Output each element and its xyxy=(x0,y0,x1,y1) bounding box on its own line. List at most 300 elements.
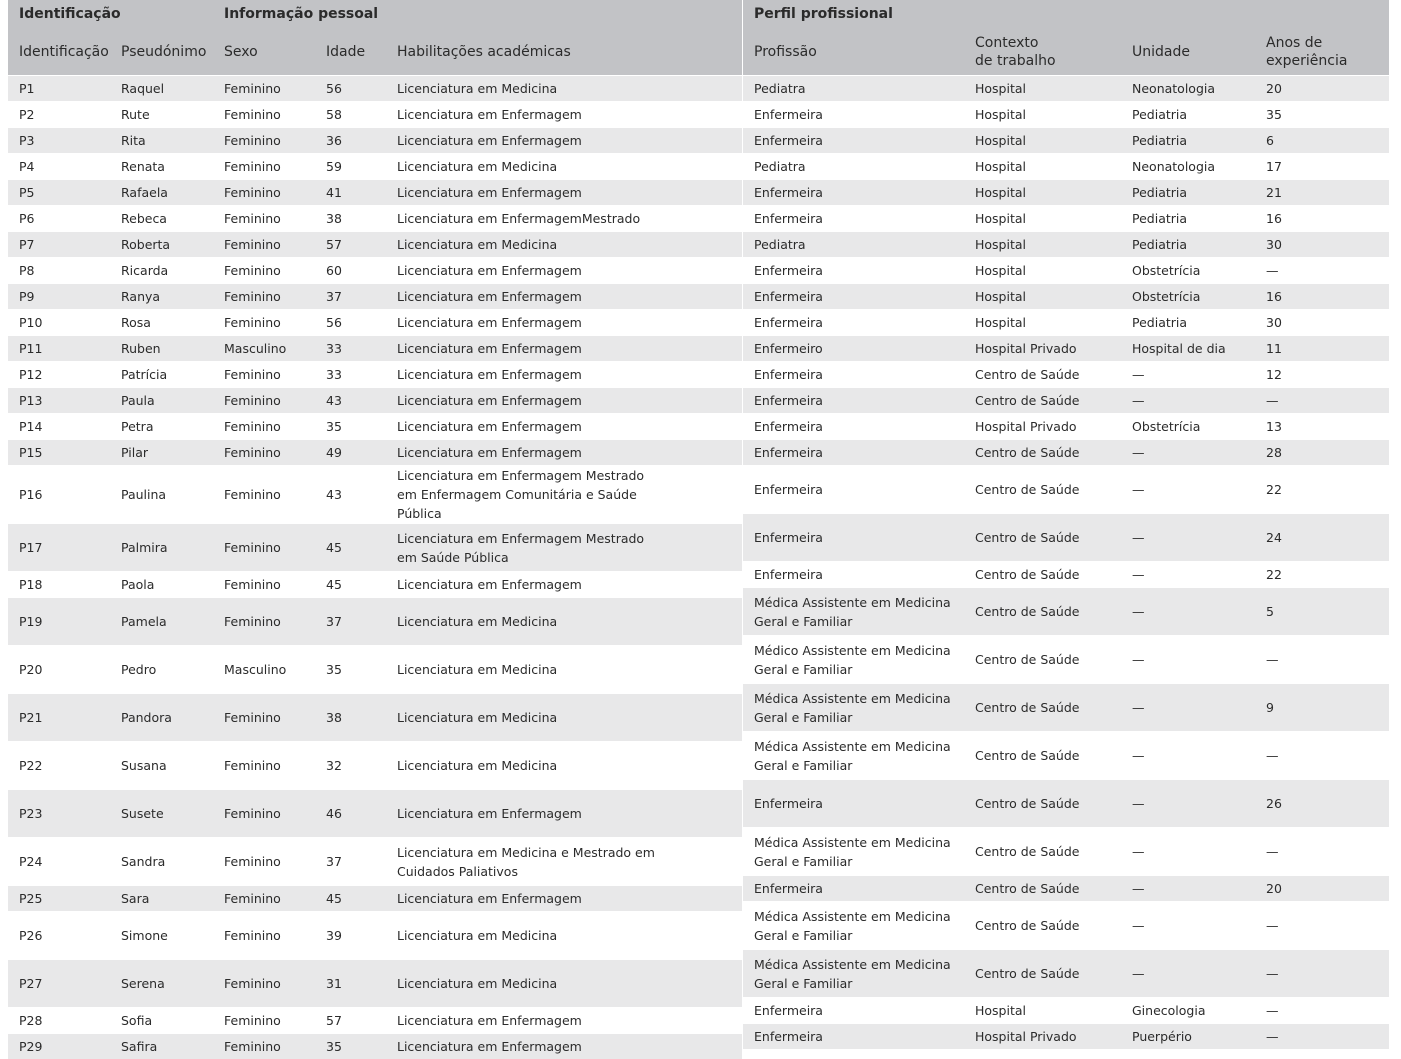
table-row xyxy=(743,562,1389,588)
cell-sexo: Feminino xyxy=(213,232,315,258)
cell-sexo: Feminino xyxy=(213,742,315,790)
cell-sexo: Feminino xyxy=(213,362,315,388)
cell-idade: 45 xyxy=(315,886,386,912)
cell-sexo: Feminino xyxy=(213,694,315,742)
table-row xyxy=(743,950,1389,998)
table-row xyxy=(8,572,742,598)
cell-idade: 38 xyxy=(315,694,386,742)
cell-unidade: Puerpério xyxy=(1121,1024,1255,1050)
table-row xyxy=(743,310,1389,336)
cell-sexo: Feminino xyxy=(213,128,315,154)
cell-pseudonimo: Petra xyxy=(110,414,213,440)
cell-profissao: Enfermeira xyxy=(743,466,964,514)
cell-sexo: Feminino xyxy=(213,440,315,466)
cell-idade: 35 xyxy=(315,414,386,440)
cell-unidade: — xyxy=(1121,876,1255,902)
cell-contexto: Centro de Saúde xyxy=(964,950,1121,998)
cell-id: P15 xyxy=(8,440,110,466)
cell-pseudonimo: Paulina xyxy=(110,466,213,524)
cell-habilitacoes: Licenciatura em Medicina xyxy=(386,154,742,180)
cell-id: P1 xyxy=(8,76,110,102)
cell-contexto: Hospital Privado xyxy=(964,414,1121,440)
cell-contexto: Hospital Privado xyxy=(964,1024,1121,1050)
cell-anos: 16 xyxy=(1255,284,1389,310)
table-row xyxy=(8,1008,742,1034)
cell-profissao: Enfermeira xyxy=(743,102,964,128)
cell-sexo: Feminino xyxy=(213,258,315,284)
cell-unidade: — xyxy=(1121,514,1255,562)
cell-anos: 16 xyxy=(1255,206,1389,232)
cell-id: P12 xyxy=(8,362,110,388)
cell-anos: 24 xyxy=(1255,514,1389,562)
cell-anos: 22 xyxy=(1255,562,1389,588)
table-row xyxy=(743,1024,1389,1050)
cell-anos: 35 xyxy=(1255,102,1389,128)
table-row xyxy=(8,388,742,414)
cell-habilitacoes: Licenciatura em Enfermagem xyxy=(386,388,742,414)
table-row xyxy=(743,902,1389,950)
table-row xyxy=(743,466,1389,514)
cell-habilitacoes: Licenciatura em Medicina xyxy=(386,646,742,694)
cell-profissao: Enfermeira xyxy=(743,514,964,562)
cell-profissao: Enfermeiro xyxy=(743,336,964,362)
cell-habilitacoes: Licenciatura em Medicina xyxy=(386,76,742,102)
cell-sexo: Masculino xyxy=(213,646,315,694)
cell-habilitacoes: Licenciatura em Enfermagem xyxy=(386,258,742,284)
cell-unidade: Hospital de dia xyxy=(1121,336,1255,362)
cell-contexto: Centro de Saúde xyxy=(964,876,1121,902)
cell-sexo: Feminino xyxy=(213,838,315,886)
cell-pseudonimo: Sandra xyxy=(110,838,213,886)
cell-profissao: Médica Assistente em Medicina Geral e Familiar xyxy=(743,588,964,636)
table-row xyxy=(8,440,742,466)
table-row xyxy=(743,440,1389,466)
cell-habilitacoes: Licenciatura em Enfermagem xyxy=(386,790,742,838)
cell-unidade: Neonatologia xyxy=(1121,76,1255,102)
cell-unidade: Obstetrícia xyxy=(1121,414,1255,440)
column-header-habilitacoes: Habilitações académicas xyxy=(386,29,742,76)
cell-idade: 38 xyxy=(315,206,386,232)
cell-contexto: Centro de Saúde xyxy=(964,562,1121,588)
cell-contexto: Centro de Saúde xyxy=(964,588,1121,636)
table-row xyxy=(8,128,742,154)
table-row xyxy=(8,284,742,310)
cell-profissao: Enfermeira xyxy=(743,388,964,414)
cell-profissao: Médico Assistente em Medicina Geral e Familiar xyxy=(743,636,964,684)
table-row xyxy=(8,76,742,102)
cell-sexo: Masculino xyxy=(213,336,315,362)
cell-unidade: — xyxy=(1121,440,1255,466)
cell-profissao: Enfermeira xyxy=(743,206,964,232)
cell-habilitacoes: Licenciatura em Medicina xyxy=(386,912,742,960)
table-row xyxy=(8,1034,742,1059)
cell-idade: 36 xyxy=(315,128,386,154)
cell-sexo: Feminino xyxy=(213,886,315,912)
column-header-id: Identificação xyxy=(8,29,110,76)
cell-profissao: Enfermeira xyxy=(743,180,964,206)
cell-pseudonimo: Pilar xyxy=(110,440,213,466)
cell-id: P25 xyxy=(8,886,110,912)
cell-unidade: Obstetrícia xyxy=(1121,284,1255,310)
cell-profissao: Enfermeira xyxy=(743,128,964,154)
cell-contexto: Hospital xyxy=(964,284,1121,310)
table-row xyxy=(8,838,742,886)
cell-sexo: Feminino xyxy=(213,466,315,524)
cell-pseudonimo: Rebeca xyxy=(110,206,213,232)
cell-pseudonimo: Safira xyxy=(110,1034,213,1059)
cell-profissao: Enfermeira xyxy=(743,284,964,310)
table-row xyxy=(743,732,1389,780)
cell-profissao: Médica Assistente em Medicina Geral e Familiar xyxy=(743,902,964,950)
cell-habilitacoes: Licenciatura em Enfermagem xyxy=(386,886,742,912)
cell-id: P22 xyxy=(8,742,110,790)
cell-idade: 58 xyxy=(315,102,386,128)
cell-contexto: Hospital xyxy=(964,128,1121,154)
cell-unidade: Pediatria xyxy=(1121,128,1255,154)
cell-profissao: Pediatra xyxy=(743,232,964,258)
cell-pseudonimo: Rafaela xyxy=(110,180,213,206)
column-header-anos-line2: experiência xyxy=(1266,52,1389,70)
cell-contexto: Centro de Saúde xyxy=(964,466,1121,514)
cell-sexo: Feminino xyxy=(213,912,315,960)
cell-habilitacoes: Licenciatura em Enfermagem xyxy=(386,440,742,466)
cell-idade: 46 xyxy=(315,790,386,838)
cell-pseudonimo: Ranya xyxy=(110,284,213,310)
table-row xyxy=(743,206,1389,232)
cell-pseudonimo: Susete xyxy=(110,790,213,838)
cell-sexo: Feminino xyxy=(213,76,315,102)
cell-idade: 37 xyxy=(315,598,386,646)
cell-profissao: Enfermeira xyxy=(743,258,964,284)
cell-sexo: Feminino xyxy=(213,524,315,572)
cell-idade: 56 xyxy=(315,76,386,102)
cell-pseudonimo: Rute xyxy=(110,102,213,128)
table-row xyxy=(8,742,742,790)
cell-id: P2 xyxy=(8,102,110,128)
cell-id: P23 xyxy=(8,790,110,838)
cell-anos: — xyxy=(1255,732,1389,780)
table-row xyxy=(743,284,1389,310)
cell-sexo: Feminino xyxy=(213,1034,315,1059)
cell-unidade: Neonatologia xyxy=(1121,154,1255,180)
cell-unidade: — xyxy=(1121,362,1255,388)
table-row xyxy=(8,524,742,572)
cell-pseudonimo: Pamela xyxy=(110,598,213,646)
table-row xyxy=(743,154,1389,180)
cell-contexto: Hospital xyxy=(964,310,1121,336)
cell-id: P17 xyxy=(8,524,110,572)
table-row xyxy=(743,414,1389,440)
cell-sexo: Feminino xyxy=(213,154,315,180)
table-row xyxy=(743,362,1389,388)
cell-unidade: Pediatria xyxy=(1121,102,1255,128)
cell-habilitacoes: Licenciatura em Enfermagem Mestrado em Saúde Pública xyxy=(386,524,742,572)
cell-idade: 31 xyxy=(315,960,386,1008)
cell-idade: 49 xyxy=(315,440,386,466)
column-header-unidade: Unidade xyxy=(1121,29,1255,76)
cell-id: P26 xyxy=(8,912,110,960)
cell-id: P4 xyxy=(8,154,110,180)
column-header-anos-line1: Anos de xyxy=(1266,34,1389,52)
cell-contexto: Hospital xyxy=(964,258,1121,284)
cell-unidade: — xyxy=(1121,466,1255,514)
cell-anos: 22 xyxy=(1255,466,1389,514)
column-header-contexto-line2: de trabalho xyxy=(975,52,1121,70)
cell-unidade: — xyxy=(1121,562,1255,588)
cell-contexto: Centro de Saúde xyxy=(964,780,1121,828)
table-row xyxy=(743,258,1389,284)
cell-anos: 20 xyxy=(1255,876,1389,902)
cell-id: P10 xyxy=(8,310,110,336)
cell-anos: 30 xyxy=(1255,232,1389,258)
table-row xyxy=(743,588,1389,636)
cell-sexo: Feminino xyxy=(213,284,315,310)
cell-sexo: Feminino xyxy=(213,790,315,838)
cell-anos: 28 xyxy=(1255,440,1389,466)
cell-unidade: — xyxy=(1121,636,1255,684)
cell-id: P7 xyxy=(8,232,110,258)
cell-pseudonimo: Renata xyxy=(110,154,213,180)
cell-sexo: Feminino xyxy=(213,598,315,646)
cell-pseudonimo: Rosa xyxy=(110,310,213,336)
table-row xyxy=(743,232,1389,258)
cell-pseudonimo: Ruben xyxy=(110,336,213,362)
cell-anos: — xyxy=(1255,636,1389,684)
cell-profissao: Médica Assistente em Medicina Geral e Familiar xyxy=(743,684,964,732)
cell-unidade: — xyxy=(1121,902,1255,950)
cell-sexo: Feminino xyxy=(213,960,315,1008)
cell-sexo: Feminino xyxy=(213,180,315,206)
cell-contexto: Centro de Saúde xyxy=(964,514,1121,562)
cell-anos: 9 xyxy=(1255,684,1389,732)
table-row xyxy=(8,154,742,180)
cell-unidade: Obstetrícia xyxy=(1121,258,1255,284)
cell-unidade: — xyxy=(1121,588,1255,636)
cell-habilitacoes: Licenciatura em Medicina xyxy=(386,232,742,258)
cell-pseudonimo: Roberta xyxy=(110,232,213,258)
table-row xyxy=(8,310,742,336)
cell-sexo: Feminino xyxy=(213,388,315,414)
cell-profissao: Pediatra xyxy=(743,154,964,180)
cell-contexto: Centro de Saúde xyxy=(964,684,1121,732)
cell-idade: 39 xyxy=(315,912,386,960)
cell-contexto: Hospital xyxy=(964,76,1121,102)
cell-pseudonimo: Susana xyxy=(110,742,213,790)
cell-anos: — xyxy=(1255,950,1389,998)
cell-profissao: Enfermeira xyxy=(743,780,964,828)
cell-idade: 59 xyxy=(315,154,386,180)
cell-sexo: Feminino xyxy=(213,102,315,128)
cell-unidade: — xyxy=(1121,780,1255,828)
cell-anos: 21 xyxy=(1255,180,1389,206)
cell-anos: — xyxy=(1255,998,1389,1024)
table-row xyxy=(8,886,742,912)
cell-pseudonimo: Sofia xyxy=(110,1008,213,1034)
cell-contexto: Centro de Saúde xyxy=(964,732,1121,780)
cell-pseudonimo: Ricarda xyxy=(110,258,213,284)
cell-idade: 32 xyxy=(315,742,386,790)
table-row xyxy=(8,258,742,284)
cell-habilitacoes: Licenciatura em Medicina e Mestrado em Cuidados Paliativos xyxy=(386,838,742,886)
cell-idade: 60 xyxy=(315,258,386,284)
cell-idade: 45 xyxy=(315,524,386,572)
table-row xyxy=(743,636,1389,684)
cell-contexto: Hospital xyxy=(964,232,1121,258)
table-row xyxy=(743,876,1389,902)
column-header-idade: Idade xyxy=(315,29,386,76)
cell-anos: 30 xyxy=(1255,310,1389,336)
cell-profissao: Médica Assistente em Medicina Geral e Familiar xyxy=(743,828,964,876)
table-row xyxy=(8,694,742,742)
cell-id: P28 xyxy=(8,1008,110,1034)
table-row xyxy=(8,912,742,960)
cell-id: P21 xyxy=(8,694,110,742)
cell-sexo: Feminino xyxy=(213,572,315,598)
cell-anos: 13 xyxy=(1255,414,1389,440)
cell-idade: 43 xyxy=(315,388,386,414)
cell-contexto: Hospital xyxy=(964,206,1121,232)
cell-anos: — xyxy=(1255,828,1389,876)
cell-profissao: Médica Assistente em Medicina Geral e Familiar xyxy=(743,732,964,780)
cell-idade: 57 xyxy=(315,232,386,258)
cell-habilitacoes: Licenciatura em Enfermagem xyxy=(386,362,742,388)
cell-idade: 57 xyxy=(315,1008,386,1034)
cell-idade: 43 xyxy=(315,466,386,524)
cell-id: P5 xyxy=(8,180,110,206)
cell-habilitacoes: Licenciatura em Enfermagem xyxy=(386,284,742,310)
cell-anos: — xyxy=(1255,902,1389,950)
table-row xyxy=(743,76,1389,102)
cell-idade: 33 xyxy=(315,362,386,388)
cell-id: P27 xyxy=(8,960,110,1008)
cell-habilitacoes: Licenciatura em Enfermagem xyxy=(386,414,742,440)
column-header-contexto xyxy=(964,29,1121,76)
table-row xyxy=(743,102,1389,128)
cell-pseudonimo: Raquel xyxy=(110,76,213,102)
cell-unidade: Pediatria xyxy=(1121,206,1255,232)
cell-pseudonimo: Paola xyxy=(110,572,213,598)
cell-anos: 6 xyxy=(1255,128,1389,154)
cell-id: P29 xyxy=(8,1034,110,1059)
table-row xyxy=(743,684,1389,732)
cell-id: P8 xyxy=(8,258,110,284)
cell-habilitacoes: Licenciatura em Medicina xyxy=(386,742,742,790)
cell-sexo: Feminino xyxy=(213,1008,315,1034)
cell-pseudonimo: Rita xyxy=(110,128,213,154)
cell-habilitacoes: Licenciatura em Enfermagem xyxy=(386,180,742,206)
table-row xyxy=(8,960,742,1008)
cell-idade: 35 xyxy=(315,1034,386,1059)
cell-idade: 37 xyxy=(315,838,386,886)
cell-contexto: Hospital Privado xyxy=(964,336,1121,362)
cell-unidade: Ginecologia xyxy=(1121,998,1255,1024)
cell-id: P6 xyxy=(8,206,110,232)
cell-anos: 11 xyxy=(1255,336,1389,362)
cell-profissao: Enfermeira xyxy=(743,414,964,440)
table-row xyxy=(743,128,1389,154)
professional-profile-table xyxy=(743,0,1389,1049)
cell-anos: 20 xyxy=(1255,76,1389,102)
cell-idade: 41 xyxy=(315,180,386,206)
table-row xyxy=(8,180,742,206)
cell-pseudonimo: Pandora xyxy=(110,694,213,742)
group-header-informacao-pessoal: Informação pessoal xyxy=(213,0,742,29)
cell-anos: 12 xyxy=(1255,362,1389,388)
cell-habilitacoes: Licenciatura em Enfermagem xyxy=(386,128,742,154)
cell-habilitacoes: Licenciatura em Medicina xyxy=(386,598,742,646)
cell-habilitacoes: Licenciatura em Enfermagem xyxy=(386,310,742,336)
cell-pseudonimo: Palmira xyxy=(110,524,213,572)
cell-unidade: Pediatria xyxy=(1121,232,1255,258)
cell-sexo: Feminino xyxy=(213,310,315,336)
cell-id: P19 xyxy=(8,598,110,646)
table-row xyxy=(8,102,742,128)
cell-contexto: Hospital xyxy=(964,102,1121,128)
cell-profissao: Enfermeira xyxy=(743,362,964,388)
cell-profissao: Enfermeira xyxy=(743,876,964,902)
column-header-sexo: Sexo xyxy=(213,29,315,76)
cell-habilitacoes: Licenciatura em Medicina xyxy=(386,694,742,742)
table-row xyxy=(743,514,1389,562)
cell-idade: 33 xyxy=(315,336,386,362)
cell-profissao: Enfermeira xyxy=(743,310,964,336)
table-row xyxy=(8,232,742,258)
cell-pseudonimo: Pedro xyxy=(110,646,213,694)
cell-id: P20 xyxy=(8,646,110,694)
column-header-contexto-line1: Contexto xyxy=(975,34,1121,52)
cell-unidade: — xyxy=(1121,828,1255,876)
cell-habilitacoes: Licenciatura em Medicina xyxy=(386,960,742,1008)
group-header-perfil-profissional: Perfil profissional xyxy=(743,0,1389,29)
table-row xyxy=(743,336,1389,362)
cell-habilitacoes: Licenciatura em Enfermagem xyxy=(386,572,742,598)
cell-unidade: — xyxy=(1121,388,1255,414)
table-row xyxy=(8,598,742,646)
table-row xyxy=(8,466,742,524)
cell-pseudonimo: Paula xyxy=(110,388,213,414)
cell-habilitacoes: Licenciatura em Enfermagem xyxy=(386,1008,742,1034)
cell-anos: — xyxy=(1255,388,1389,414)
cell-sexo: Feminino xyxy=(213,206,315,232)
cell-anos: — xyxy=(1255,1024,1389,1050)
cell-anos: 5 xyxy=(1255,588,1389,636)
cell-habilitacoes: Licenciatura em Enfermagem Mestrado em Enfermagem Comunitária e Saúde Pública xyxy=(386,466,742,524)
cell-pseudonimo: Serena xyxy=(110,960,213,1008)
cell-contexto: Centro de Saúde xyxy=(964,902,1121,950)
cell-profissao: Pediatra xyxy=(743,76,964,102)
cell-contexto: Hospital xyxy=(964,180,1121,206)
cell-contexto: Centro de Saúde xyxy=(964,362,1121,388)
group-header-identificacao: Identificação xyxy=(8,0,110,29)
column-header-anos xyxy=(1255,29,1389,76)
cell-idade: 56 xyxy=(315,310,386,336)
cell-habilitacoes: Licenciatura em EnfermagemMestrado xyxy=(386,206,742,232)
column-header-pseudonimo: Pseudónimo xyxy=(110,29,213,76)
cell-profissao: Enfermeira xyxy=(743,562,964,588)
cell-anos: — xyxy=(1255,258,1389,284)
cell-pseudonimo: Simone xyxy=(110,912,213,960)
cell-unidade: — xyxy=(1121,950,1255,998)
cell-id: P3 xyxy=(8,128,110,154)
cell-id: P18 xyxy=(8,572,110,598)
table-row xyxy=(8,414,742,440)
table-row xyxy=(8,790,742,838)
cell-unidade: — xyxy=(1121,732,1255,780)
table-row xyxy=(743,180,1389,206)
cell-idade: 35 xyxy=(315,646,386,694)
cell-habilitacoes: Licenciatura em Enfermagem xyxy=(386,102,742,128)
cell-id: P13 xyxy=(8,388,110,414)
